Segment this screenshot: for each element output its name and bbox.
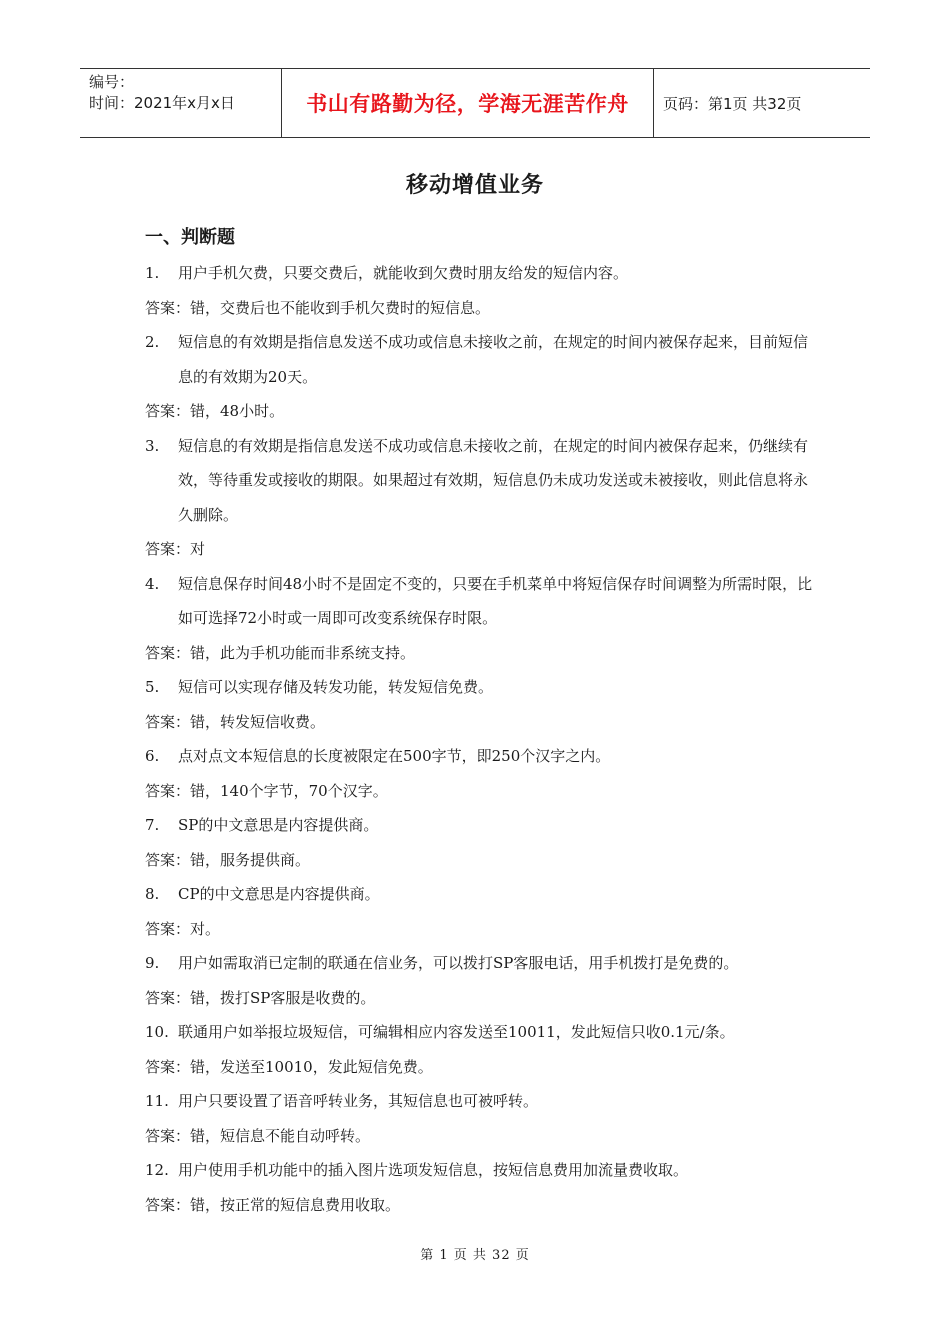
question-text: 短信息的有效期是指信息发送不成功或信息未接收之前，在规定的时间内被保存起来，仍继续有效，等待重发或接收的期限。如果超过有效期，短信息仍未成功发送或未被接收，则此信息将永久删除。 [178, 436, 809, 524]
question-item [145, 808, 815, 843]
header-page-cell [654, 69, 870, 137]
header-info [80, 69, 282, 137]
answer-text: 答案：对 [145, 540, 206, 558]
question-text: CP的中文意思是内容提供商。 [178, 885, 380, 903]
question-list [145, 256, 815, 1222]
question-number: 7. [145, 816, 160, 834]
number-label: 编号： [89, 73, 135, 91]
question-number: 11. [145, 1092, 169, 1110]
section-title: 一、判断题 [145, 227, 235, 248]
answer-text: 答案：错，服务提供商。 [145, 850, 311, 869]
question-text: 短信息的有效期是指信息发送不成功或信息未接收之前，在规定的时间内被保存起来，目前短信息的有效期为20天。 [178, 333, 809, 386]
answer-text: 答案：对。 [145, 919, 221, 938]
page-header [80, 68, 870, 138]
question-number: 3. [145, 436, 160, 455]
question-text: 短信息保存时间48小时不是固定不变的，只要在手机菜单中将短信保存时间调整为所需时限，比如可选择72小时或一周即可改变系统保存时限。 [178, 574, 813, 627]
question-number: 1. [145, 264, 160, 282]
question-item [145, 429, 815, 533]
question-number: 4. [145, 574, 160, 593]
question-item [145, 1153, 815, 1188]
question-item [145, 325, 815, 394]
answer-text: 答案：错，拨打SP客服是收费的。 [145, 988, 376, 1007]
question-number: 5. [145, 678, 160, 696]
question-text: SP的中文意思是内容提供商。 [178, 816, 379, 834]
question-text: 用户手机欠费，只要交费后，就能收到欠费时朋友给发的短信内容。 [178, 264, 629, 282]
question-number: 6. [145, 747, 160, 765]
question-text: 联通用户如举报垃圾短信，可编辑相应内容发送至10011，发此短信只收0.1元/条。 [178, 1023, 735, 1041]
question-number: 10. [145, 1023, 169, 1041]
page-label: 页码：第1页 共32页 [663, 94, 802, 113]
question-item [145, 567, 815, 636]
question-number: 2. [145, 333, 160, 351]
question-item [145, 670, 815, 705]
question-item [145, 946, 815, 981]
time-label: 时间：2021年x月x日 [89, 94, 235, 112]
question-text: 短信可以实现存储及转发功能，转发短信免费。 [178, 678, 494, 696]
answer-text: 答案：错，48小时。 [145, 402, 285, 420]
answer-text: 答案：错，140个字节，70个汉字。 [145, 781, 388, 800]
page-footer: 第 1 页 共 32 页 [420, 1248, 530, 1263]
answer-text: 答案：错，按正常的短信息费用收取。 [145, 1195, 401, 1214]
question-number: 8. [145, 885, 160, 903]
answer-text: 答案：错，此为手机功能而非系统支持。 [145, 643, 416, 662]
header-motto-cell [282, 69, 654, 137]
motto: 书山有路勤为径，学海无涯苦作舟 [306, 92, 629, 116]
question-text: 用户只要设置了语音呼转业务，其短信息也可被呼转。 [178, 1092, 539, 1110]
answer-text: 答案：错，转发短信收费。 [145, 712, 326, 731]
question-text: 点对点文本短信息的长度被限定在500字节，即250个汉字之内。 [178, 747, 611, 765]
question-number: 12. [145, 1161, 169, 1179]
question-item [145, 739, 815, 774]
question-item [145, 1015, 815, 1050]
question-item [145, 256, 815, 291]
answer-text: 答案：错，发送至10010，发此短信免费。 [145, 1057, 433, 1076]
question-text: 用户如需取消已定制的联通在信业务，可以拨打SP客服电话，用手机拨打是免费的。 [178, 954, 739, 972]
question-item [145, 877, 815, 912]
question-item [145, 1084, 815, 1119]
question-text: 用户使用手机功能中的插入图片选项发短信息，按短信息费用加流量费收取。 [178, 1161, 689, 1179]
answer-text: 答案：错，短信息不能自动呼转。 [145, 1126, 371, 1145]
answer-text: 答案：错，交费后也不能收到手机欠费时的短信息。 [145, 298, 491, 317]
question-number: 9. [145, 954, 160, 972]
document-title: 移动增值业务 [405, 173, 544, 198]
